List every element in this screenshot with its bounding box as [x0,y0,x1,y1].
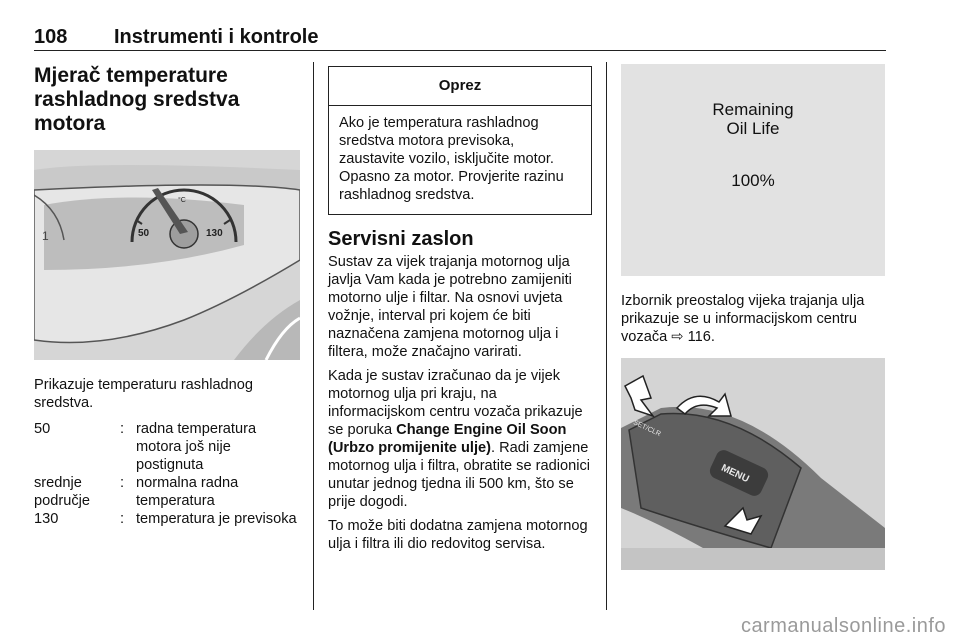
oil-life-display-illustration [621,64,885,276]
wiper-stalk-illustration [621,358,885,570]
service-paragraph-3: To može biti dodatna zamjena motornog ulja i filtra ili dio redovitog servisa. [328,518,588,552]
menu-label: MENU [719,462,751,486]
set-clr-label: SET/CLR [631,419,662,439]
legend-key: 130 [34,511,59,527]
header-rule [34,50,886,51]
gauge-unit: °C [178,197,186,204]
page-header [34,26,886,52]
legend-key: 50 [34,421,51,437]
service-display-heading: Servisni zaslon [328,228,474,250]
gauge-legend [34,420,300,528]
temperature-gauge-illustration [34,150,300,360]
caution-box [328,66,592,215]
legend-row: srednje područje : normalna radna temperatura [34,474,300,510]
watermark: carmanualsonline.info [740,615,946,637]
gauge-description: Prikazuje temperaturu rashladnog sredstva. [34,377,254,411]
gauge-label-130: 130 [206,228,223,239]
service-paragraph-2: Kada je sustav izračunao da je vijek motornog ulja pri kraju, na informacijskom centru vozača prikazuje se poruka Change Engine Oil Soon (Urbzo promijenite ulje). Radi zamjene motornog ulja i filtra, obratite se radionici unutar jednog tjedna ili 500 km, što se prije dogodi. [328,368,591,510]
caution-text: Ako je temperatura rashladnog sredstva motora previsoka, zaustavite vozilo, isključite motor. Opasno za motor. Provjerite razinu rashladnog sredstva. [339,115,564,203]
oil-life-percent: 100% [731,171,775,190]
legend-row: 130 : temperatura je previsoka [34,510,300,528]
column-divider-1 [313,62,314,610]
legend-value: radna temperatura motora još nije postignuta [136,421,257,473]
service-paragraph-1: Sustav za vijek trajanja motornog ulja javlja Vam kada je potrebno zamijeniti motorno ulje i filtar. Na osnovi uvjeta vožnje, interval pri kojem će biti naznačena zamjena motornog ulja i filtera, može značajno varirati. [328,254,572,360]
oil-life-caption: Izbornik preostalog vijeka trajanja ulja prikazuje se u informacijskom centru vozača ⇨ 116. [621,293,865,345]
legend-value: temperatura je previsoka [136,511,297,527]
gauge-label-50: 50 [138,228,150,239]
oil-life-title: Remaining Oil Life [712,100,794,138]
column-2 [328,64,592,559]
section-title: Instrumenti i kontrole [114,26,319,48]
column-divider-2 [606,62,607,610]
legend-value: normalna radna temperatura [136,475,239,509]
page-number: 108 [34,26,68,48]
column-3 [621,64,887,570]
svg-text:1: 1 [42,229,49,243]
temperature-gauge-heading: Mjerač temperature rashladnog sredstva motora [34,64,240,135]
caution-heading: Oprez [329,67,591,106]
legend-key: srednje područje [34,475,90,509]
legend-row: 50 : radna temperatura motora još nije postignuta [34,420,300,474]
column-1 [34,64,300,528]
change-oil-message: Change Engine Oil Soon (Urbzo promijenite ulje) [328,422,567,456]
